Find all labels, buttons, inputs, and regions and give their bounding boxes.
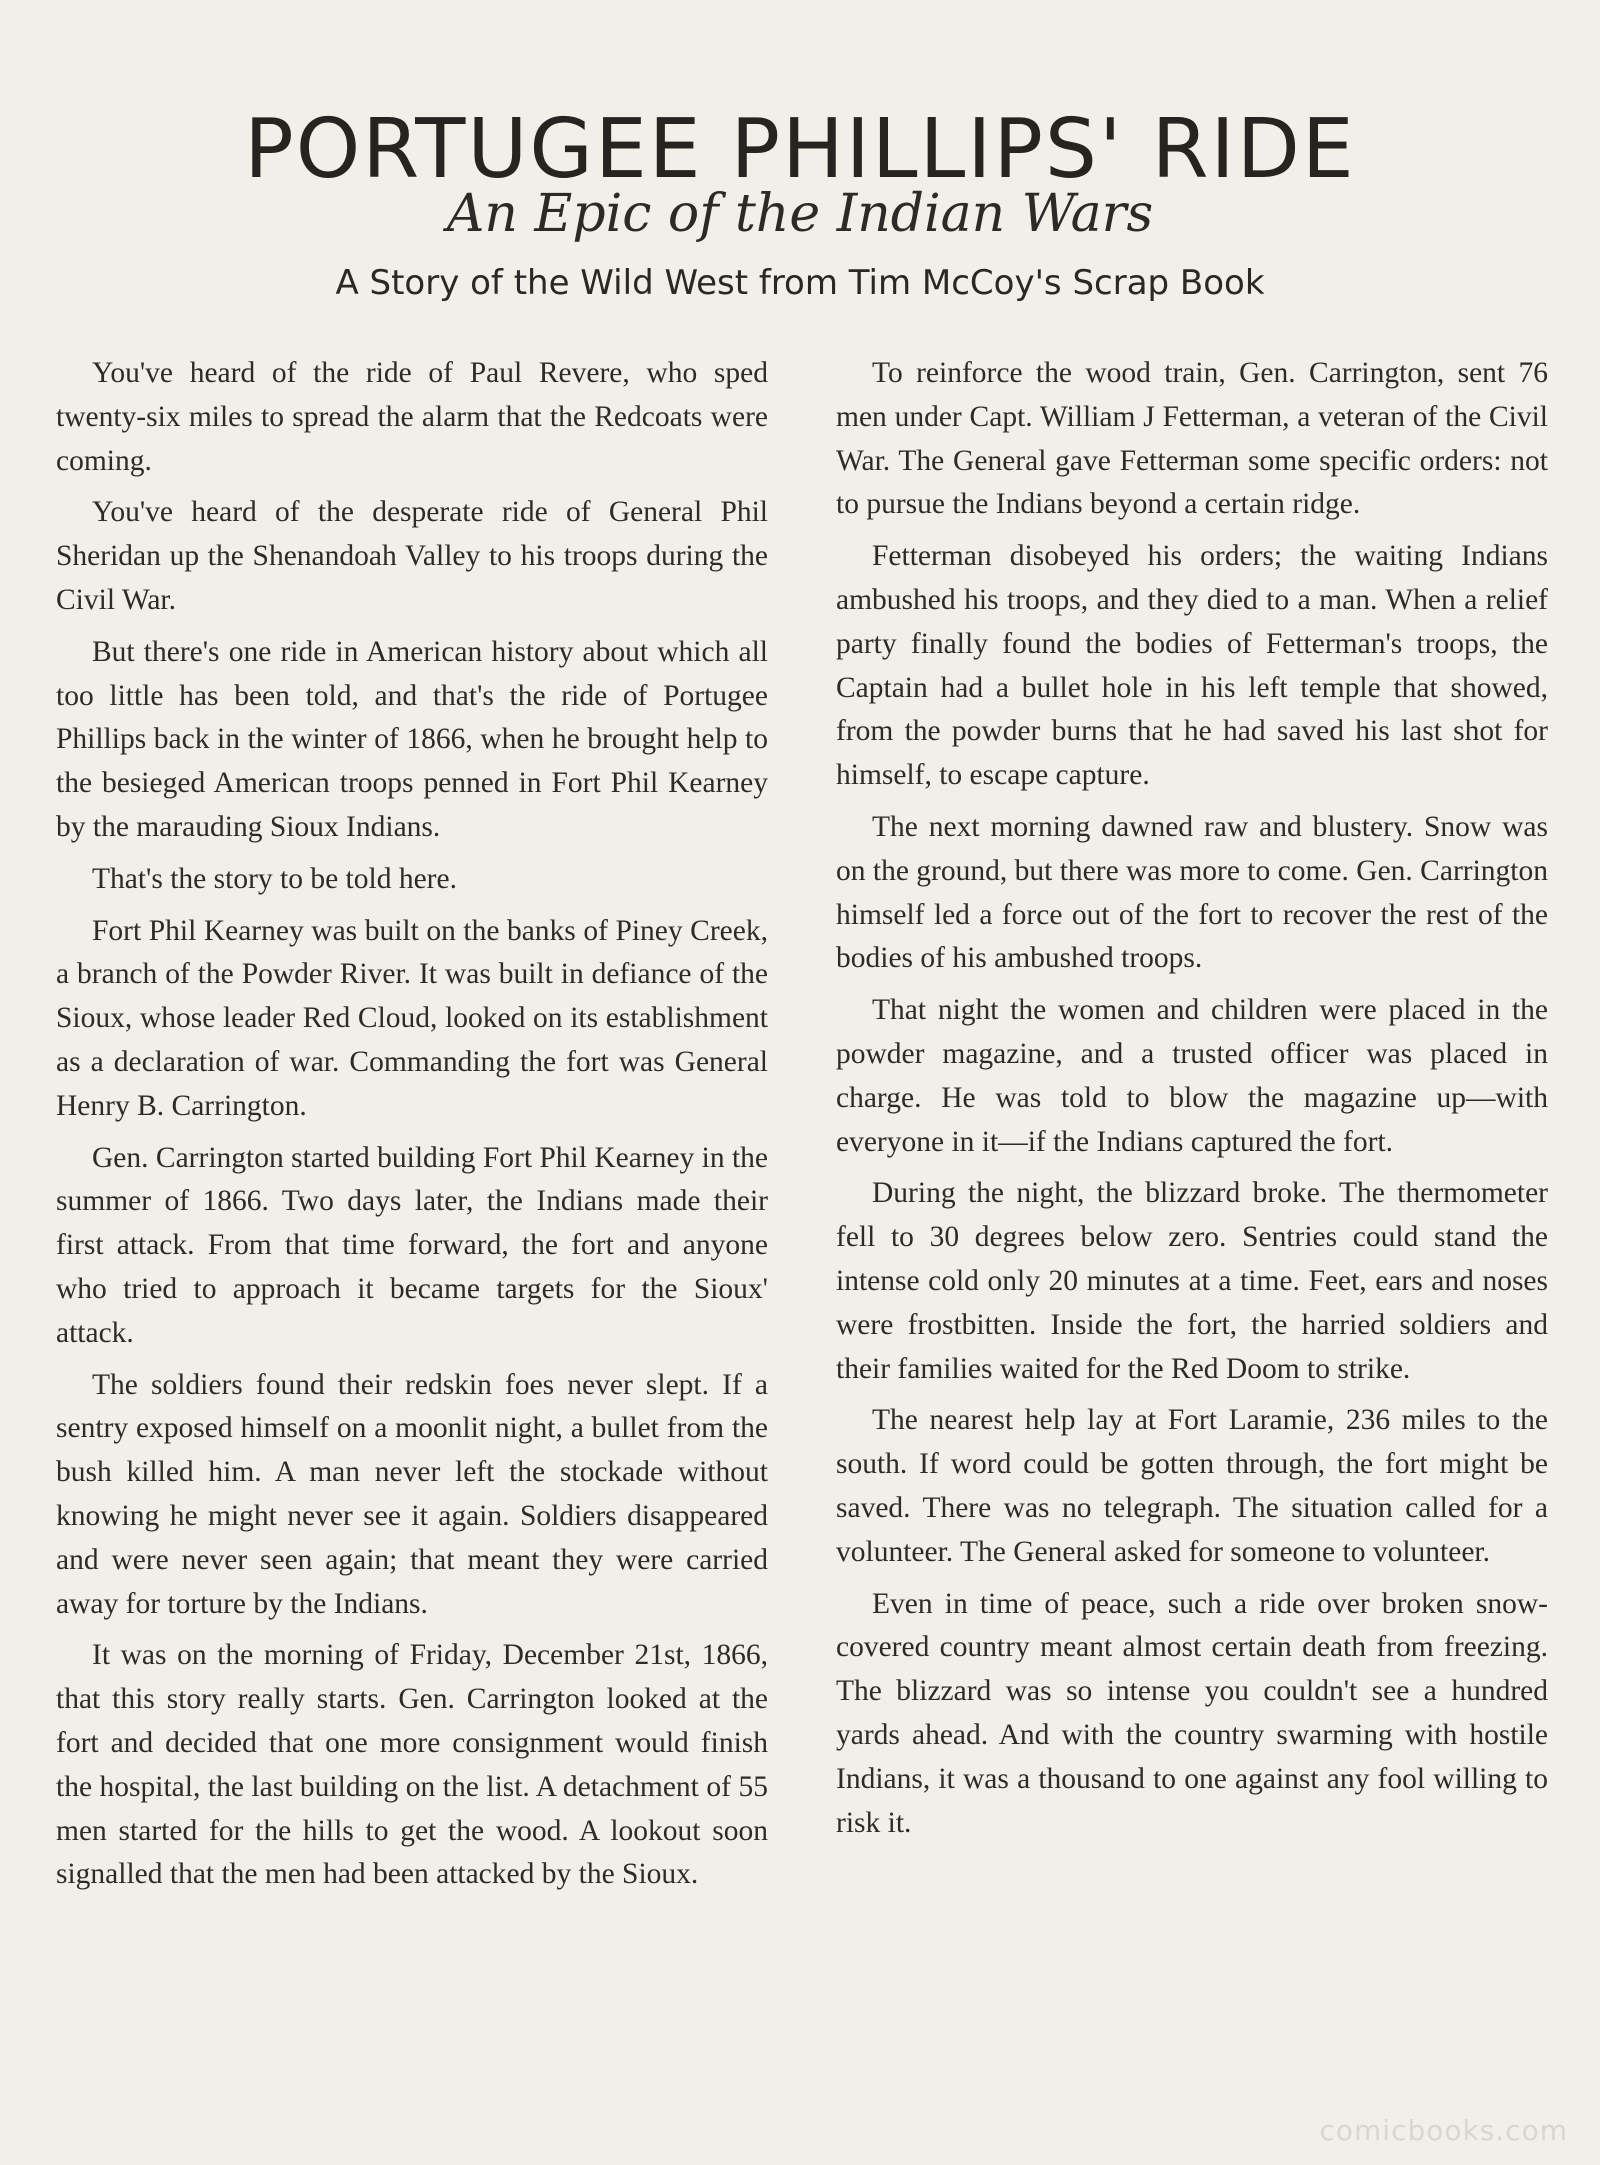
paragraph: You've heard of the desperate ride of General Phil Sheridan up the Shenandoah Valley to his troops during the Civil War. (56, 496, 768, 616)
paragraph: Gen. Carrington started building Fort Phil Kearney in the summer of 1866. Two days later, the Indians made their first attack. From that time forward, the fort and anyone who tried to approach it became targets for the Sioux' attack. (56, 1141, 768, 1349)
paragraph: Fetterman disobeyed his orders; the waiting Indians ambushed his troops, and they died to a man. When a relief party finally found the bodies of Fetterman's troops, the Captain had a bullet hole in his left temple that showed, from the powder burns that he had saved his last shot for himself, to escape capture. (836, 540, 1548, 792)
paragraph: But there's one ride in American history about which all too little has been told, and that's the ride of Portugee Phillips back in the winter of 1866, when he brought help to the besieged American troops penned in Fort Phil Kearney by the marauding Sioux Indians. (56, 635, 768, 843)
left-column (56, 352, 768, 1905)
paragraph: To reinforce the wood train, Gen. Carrington, sent 76 men under Capt. William J Fetterman, a veteran of the Civil War. The General gave Fetterman some specific orders: not to pursue the Indians beyond a certain ridge. (836, 357, 1548, 521)
paragraph: You've heard of the ride of Paul Revere, who sped twenty-six miles to spread the alarm that the Redcoats were coming. (56, 357, 768, 477)
paragraph: The nearest help lay at Fort Laramie, 236 miles to the south. If word could be gotten through, the fort might be saved. There was no telegraph. The situation called for a volunteer. The General asked for someone to volunteer. (836, 1404, 1548, 1568)
paragraph: It was on the morning of Friday, December 21st, 1866, that this story really starts. Gen. Carrington looked at the fort and decided that one more consignment would finish the hospital, the last building on the list. A detachment of 55 men started for the hills to get the wood. A lookout soon signalled that the men had been attacked by the Sioux. (56, 1639, 768, 1891)
paragraph: The soldiers found their redskin foes never slept. If a sentry exposed himself on a moonlit night, a bullet from the bush killed him. A man never left the stockade without knowing he might never see it again. Soldiers disappeared and were never seen again; that meant they were carried away for torture by the Indians. (56, 1368, 768, 1620)
right-column (836, 352, 1548, 1853)
paragraph: That night the women and children were placed in the powder magazine, and a trusted officer was placed in charge. He was told to blow the magazine up—with everyone in it—if the Indians captured the fort. (836, 994, 1548, 1158)
site-watermark: comicbooks.com (1319, 2114, 1568, 2147)
paragraph: Fort Phil Kearney was built on the banks of Piney Creek, a branch of the Powder River. It was built in defiance of the Sioux, whose leader Red Cloud, looked on its establishment as a declaration of war. Commanding the fort was General Henry B. Carrington. (56, 914, 768, 1122)
article-title: PORTUGEE PHILLIPS' RIDE (244, 101, 1356, 197)
paragraph: During the night, the blizzard broke. The thermometer fell to 30 degrees below zero. Sentries could stand the intense cold only 20 minutes at a time. Feet, ears and noses were frostbitten. Inside the fort, the harried soldiers and their families waited for the Red Doom to strike. (836, 1177, 1548, 1385)
paragraph: The next morning dawned raw and blustery. Snow was on the ground, but there was more to come. Gen. Carrington himself led a force out of the fort to recover the rest of the bodies of his ambushed troops. (836, 810, 1548, 975)
paragraph: Even in time of peace, such a ride over broken snow-covered country meant almost certain death from freezing. The blizzard was so intense you couldn't see a hundred yards ahead. And with the country swarming with hostile Indians, it was a thousand to one against any fool willing to risk it. (836, 1587, 1548, 1839)
article-subtitle: An Epic of the Indian Wars (446, 184, 1154, 244)
article-byline: A Story of the Wild West from Tim McCoy's Scrap Book (335, 263, 1265, 303)
paragraph: That's the story to be told here. (92, 862, 457, 895)
